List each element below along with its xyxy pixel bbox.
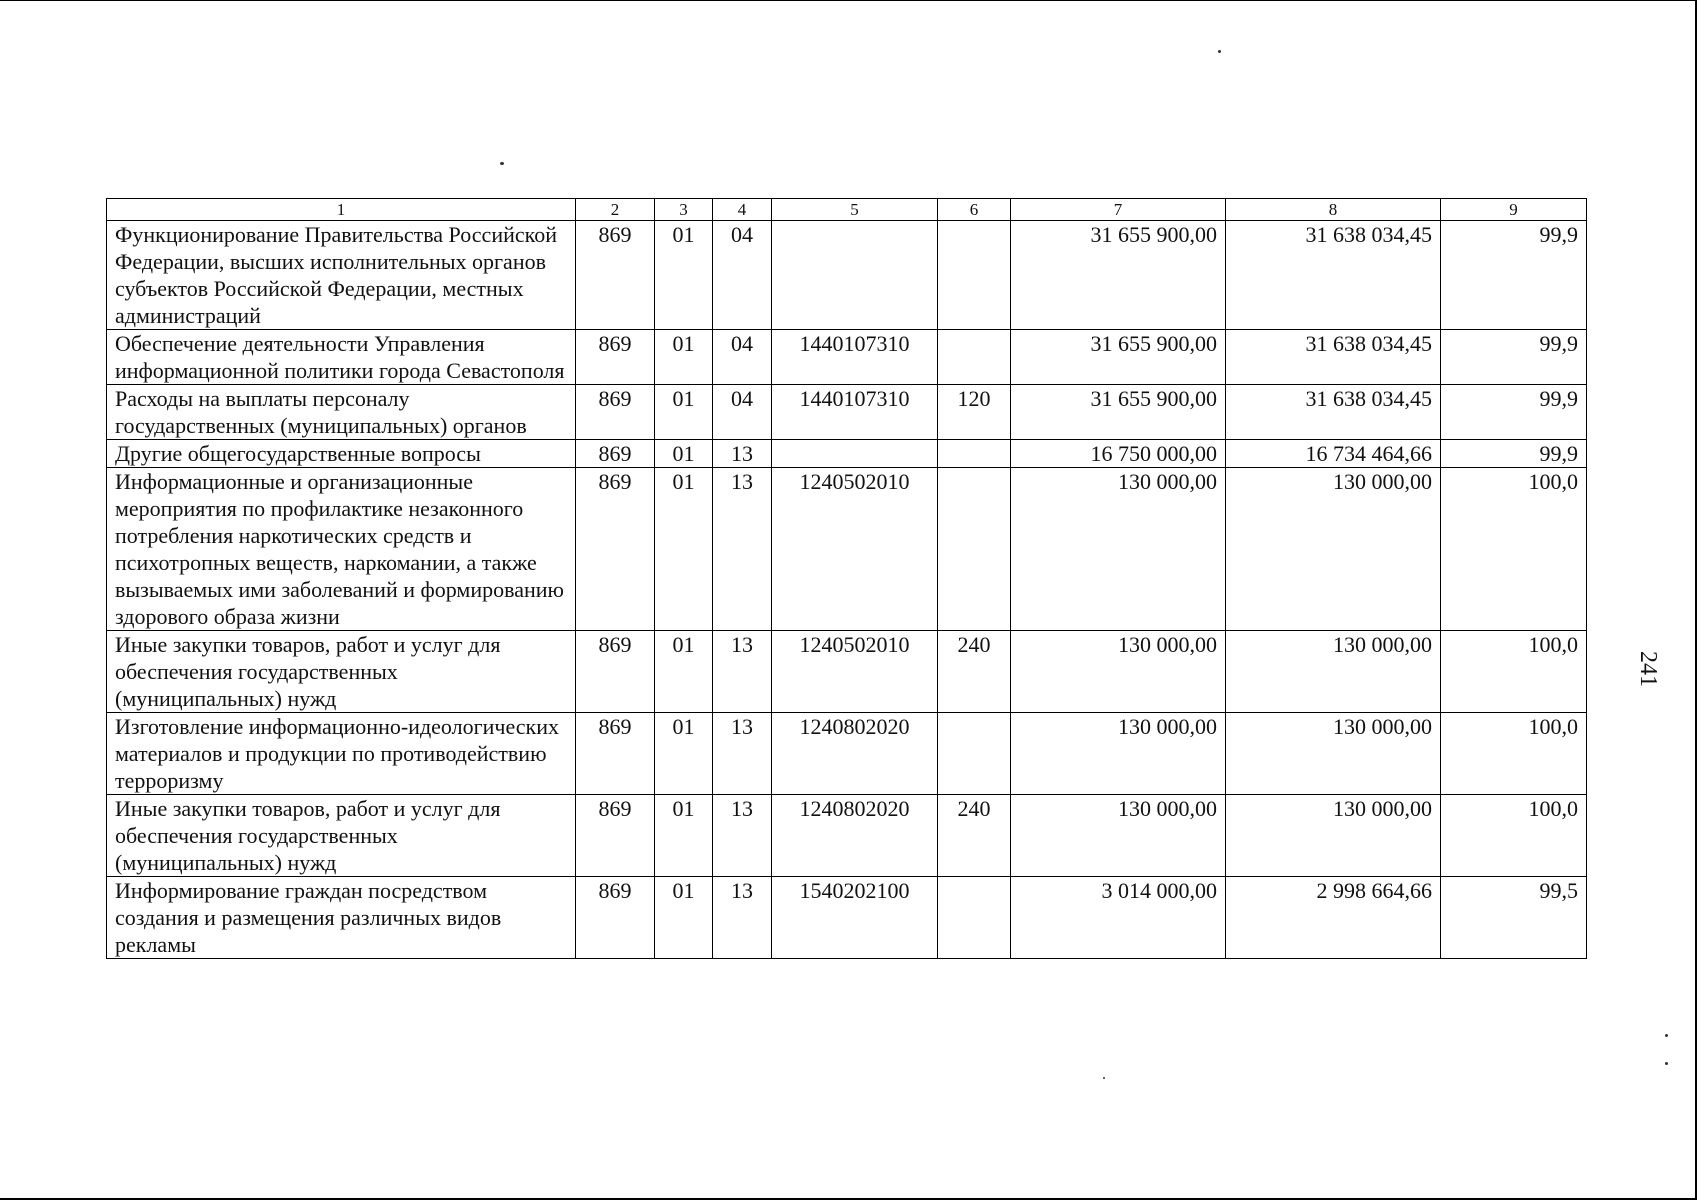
expense-type-code xyxy=(938,330,1011,385)
section-code: 01 xyxy=(655,713,713,795)
expense-name: Обеспечение деятельности Управления информационной политики города Севастополя xyxy=(107,330,576,385)
subsection-code: 13 xyxy=(713,795,772,877)
column-header: 5 xyxy=(772,199,938,221)
table-row xyxy=(107,440,1587,468)
scan-speck xyxy=(500,162,504,165)
subsection-code: 04 xyxy=(713,385,772,440)
ministry-code: 869 xyxy=(576,713,655,795)
target-article-code: 1240502010 xyxy=(772,468,938,631)
target-article-code: 1440107310 xyxy=(772,330,938,385)
table-row xyxy=(107,221,1587,330)
ministry-code: 869 xyxy=(576,631,655,713)
column-header: 9 xyxy=(1441,199,1587,221)
scan-speck xyxy=(1103,1077,1105,1079)
table-row xyxy=(107,631,1587,713)
table-row xyxy=(107,468,1587,631)
scan-speck xyxy=(1665,1034,1668,1037)
target-article-code xyxy=(772,221,938,330)
ministry-code: 869 xyxy=(576,221,655,330)
expense-name: Расходы на выплаты персоналу государственных (муниципальных) органов xyxy=(107,385,576,440)
planned-amount: 31 655 900,00 xyxy=(1011,221,1226,330)
ministry-code: 869 xyxy=(576,330,655,385)
subsection-code: 04 xyxy=(713,221,772,330)
actual-amount: 130 000,00 xyxy=(1226,631,1441,713)
execution-percent: 99,9 xyxy=(1441,440,1587,468)
planned-amount: 31 655 900,00 xyxy=(1011,330,1226,385)
target-article-code: 1240502010 xyxy=(772,631,938,713)
section-code: 01 xyxy=(655,468,713,631)
column-header: 4 xyxy=(713,199,772,221)
actual-amount: 130 000,00 xyxy=(1226,713,1441,795)
expense-type-code xyxy=(938,440,1011,468)
subsection-code: 04 xyxy=(713,330,772,385)
ministry-code: 869 xyxy=(576,877,655,959)
subsection-code: 13 xyxy=(713,877,772,959)
column-header: 1 xyxy=(107,199,576,221)
section-code: 01 xyxy=(655,221,713,330)
execution-percent: 100,0 xyxy=(1441,631,1587,713)
expense-type-code xyxy=(938,713,1011,795)
column-header: 7 xyxy=(1011,199,1226,221)
actual-amount: 16 734 464,66 xyxy=(1226,440,1441,468)
expense-name: Изготовление информационно-идеологических материалов и продукции по противодействию терроризму xyxy=(107,713,576,795)
planned-amount: 130 000,00 xyxy=(1011,631,1226,713)
table-row xyxy=(107,385,1587,440)
expense-type-code: 240 xyxy=(938,631,1011,713)
target-article-code xyxy=(772,440,938,468)
subsection-code: 13 xyxy=(713,468,772,631)
scan-speck xyxy=(1218,50,1221,53)
table-row xyxy=(107,795,1587,877)
column-number-row xyxy=(107,199,1587,221)
actual-amount: 31 638 034,45 xyxy=(1226,330,1441,385)
expense-name: Информационные и организационные мероприятия по профилактике незаконного потребления наркотических средств и психотропных веществ, наркомании, а также вызываемых ими заболеваний и формированию здорового образа жизни xyxy=(107,468,576,631)
planned-amount: 31 655 900,00 xyxy=(1011,385,1226,440)
section-code: 01 xyxy=(655,631,713,713)
page-number: 241 xyxy=(1635,651,1661,687)
ministry-code: 869 xyxy=(576,440,655,468)
execution-percent: 100,0 xyxy=(1441,713,1587,795)
planned-amount: 3 014 000,00 xyxy=(1011,877,1226,959)
expense-type-code: 240 xyxy=(938,795,1011,877)
expense-type-code: 120 xyxy=(938,385,1011,440)
ministry-code: 869 xyxy=(576,795,655,877)
actual-amount: 31 638 034,45 xyxy=(1226,221,1441,330)
target-article-code: 1540202100 xyxy=(772,877,938,959)
execution-percent: 99,9 xyxy=(1441,385,1587,440)
planned-amount: 130 000,00 xyxy=(1011,468,1226,631)
target-article-code: 1240802020 xyxy=(772,713,938,795)
planned-amount: 130 000,00 xyxy=(1011,713,1226,795)
column-header: 3 xyxy=(655,199,713,221)
expense-name: Другие общегосударственные вопросы xyxy=(107,440,576,468)
column-header: 2 xyxy=(576,199,655,221)
section-code: 01 xyxy=(655,385,713,440)
target-article-code: 1240802020 xyxy=(772,795,938,877)
subsection-code: 13 xyxy=(713,440,772,468)
ministry-code: 869 xyxy=(576,468,655,631)
expense-type-code xyxy=(938,877,1011,959)
planned-amount: 16 750 000,00 xyxy=(1011,440,1226,468)
planned-amount: 130 000,00 xyxy=(1011,795,1226,877)
target-article-code: 1440107310 xyxy=(772,385,938,440)
section-code: 01 xyxy=(655,330,713,385)
actual-amount: 130 000,00 xyxy=(1226,468,1441,631)
table-row xyxy=(107,330,1587,385)
actual-amount: 31 638 034,45 xyxy=(1226,385,1441,440)
execution-percent: 100,0 xyxy=(1441,468,1587,631)
expense-type-code xyxy=(938,468,1011,631)
section-code: 01 xyxy=(655,440,713,468)
section-code: 01 xyxy=(655,877,713,959)
expense-name: Иные закупки товаров, работ и услуг для обеспечения государственных (муниципальных) нужд xyxy=(107,631,576,713)
budget-table xyxy=(106,198,1587,959)
subsection-code: 13 xyxy=(713,631,772,713)
execution-percent: 99,9 xyxy=(1441,330,1587,385)
scan-speck xyxy=(1665,1062,1668,1065)
execution-percent: 99,5 xyxy=(1441,877,1587,959)
expense-name: Информирование граждан посредством создания и размещения различных видов рекламы xyxy=(107,877,576,959)
execution-percent: 100,0 xyxy=(1441,795,1587,877)
expense-name: Иные закупки товаров, работ и услуг для обеспечения государственных (муниципальных) нужд xyxy=(107,795,576,877)
table-row xyxy=(107,877,1587,959)
actual-amount: 130 000,00 xyxy=(1226,795,1441,877)
expense-name: Функционирование Правительства Российской Федерации, высших исполнительных органов субъектов Российской Федерации, местных администраций xyxy=(107,221,576,330)
execution-percent: 99,9 xyxy=(1441,221,1587,330)
column-header: 6 xyxy=(938,199,1011,221)
table-row xyxy=(107,713,1587,795)
actual-amount: 2 998 664,66 xyxy=(1226,877,1441,959)
ministry-code: 869 xyxy=(576,385,655,440)
section-code: 01 xyxy=(655,795,713,877)
subsection-code: 13 xyxy=(713,713,772,795)
expense-type-code xyxy=(938,221,1011,330)
column-header: 8 xyxy=(1226,199,1441,221)
